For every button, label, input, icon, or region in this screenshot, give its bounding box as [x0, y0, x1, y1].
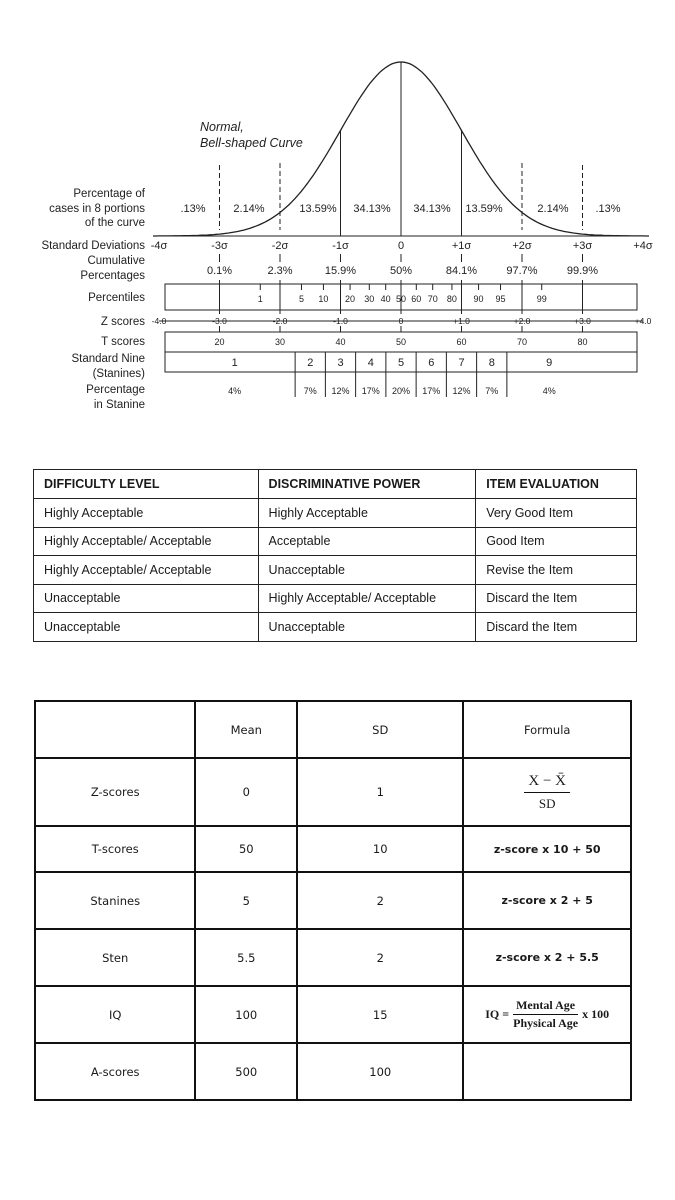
stanine-percentage: 7% — [485, 386, 499, 396]
table-row — [35, 929, 631, 986]
cumulative-percentage: 99.9% — [566, 265, 599, 277]
cumulative-percentage: 0.1% — [206, 265, 233, 277]
std-dev-label: +2σ — [512, 240, 532, 252]
cumulative-percentage: 2.3% — [267, 265, 293, 277]
row-label-t-scores: T scores — [101, 336, 145, 348]
scale-name: T-scores — [35, 826, 195, 872]
std-dev-label: +3σ — [572, 240, 593, 252]
table-row — [34, 499, 637, 528]
t-score-value: 60 — [456, 337, 467, 347]
std-dev-label: 0 — [397, 240, 405, 252]
discrimination-cell: Unacceptable — [258, 613, 476, 642]
t-score-value: 40 — [335, 337, 346, 347]
stanine-number: 4 — [367, 357, 374, 369]
header-empty — [35, 701, 195, 758]
t-score-value: 20 — [214, 337, 225, 347]
percentile-value: 60 — [411, 294, 422, 304]
difficulty-cell: Highly Acceptable — [34, 499, 259, 528]
case-percentage: 13.59% — [465, 203, 503, 215]
formula-cell: z-score x 2 + 5 — [463, 872, 631, 929]
mean-cell: 5.5 — [195, 929, 297, 986]
std-dev-label: -2σ — [271, 240, 289, 252]
row-label-stanine-percentage: Percentage — [86, 384, 145, 396]
table-row — [34, 527, 637, 556]
header-difficulty-level: DIFFICULTY LEVEL — [34, 470, 259, 499]
percentile-value: 90 — [473, 294, 484, 304]
score-scales-table — [34, 700, 632, 1101]
std-dev-label: +4σ — [633, 240, 653, 252]
row-label-percentage-cases: Percentage of — [73, 188, 145, 200]
evaluation-cell: Very Good Item — [476, 499, 637, 528]
stanine-number: 9 — [546, 357, 553, 369]
case-percentage: 2.14% — [537, 203, 569, 215]
normal-curve-diagram — [0, 0, 675, 420]
table-row — [35, 986, 631, 1043]
mean-cell: 5 — [195, 872, 297, 929]
percentile-value: 99 — [536, 294, 547, 304]
case-percentage: 2.14% — [233, 203, 265, 215]
percentile-value: 20 — [345, 294, 356, 304]
formula-cell — [463, 1043, 631, 1100]
table-row — [34, 613, 637, 642]
std-dev-label: +1σ — [451, 240, 472, 252]
scale-name: IQ — [35, 986, 195, 1043]
discrimination-cell: Acceptable — [258, 527, 476, 556]
sd-cell: 15 — [297, 986, 463, 1043]
formula-numerator: X − X̄ — [524, 773, 570, 793]
table-header-row — [34, 470, 637, 499]
row-label-percentage-cases: cases in 8 portions — [49, 203, 145, 215]
stanine-number: 5 — [397, 357, 405, 369]
scale-name: Z-scores — [35, 758, 195, 826]
stanine-percentage: 4% — [228, 386, 242, 396]
row-label-z-scores: Z scores — [100, 316, 145, 328]
row-label-percentage-cases: of the curve — [84, 217, 145, 229]
evaluation-cell: Revise the Item — [476, 556, 637, 585]
mean-cell: 100 — [195, 986, 297, 1043]
table-row — [35, 1043, 631, 1100]
evaluation-cell: Discard the Item — [476, 584, 637, 613]
stanine-percentage: 12% — [331, 386, 350, 396]
stanine-number: 6 — [428, 357, 435, 369]
std-dev-label: -4σ — [150, 240, 168, 252]
row-label-stanine-percentage: in Stanine — [93, 399, 145, 411]
stanine-percentage: 7% — [303, 386, 317, 396]
scale-name: Stanines — [35, 872, 195, 929]
std-dev-label: -3σ — [211, 240, 228, 252]
cumulative-percentage: 50% — [389, 265, 413, 277]
mean-cell: 500 — [195, 1043, 297, 1100]
stanine-percentage: 4% — [542, 386, 556, 396]
discrimination-cell: Highly Acceptable — [258, 499, 476, 528]
stanine-number: 7 — [458, 357, 465, 369]
difficulty-cell: Highly Acceptable/ Acceptable — [34, 556, 259, 585]
stanine-percentage: 12% — [452, 386, 471, 396]
row-label-std-dev: Standard Deviations — [41, 240, 145, 252]
cumulative-percentage: 15.9% — [324, 265, 357, 277]
mean-cell: 50 — [195, 826, 297, 872]
row-label-percentiles: Percentiles — [88, 292, 145, 304]
formula-cell: z-score x 2 + 5.5 — [463, 929, 631, 986]
item-evaluation-table — [33, 469, 637, 642]
z-score-value: +4.0 — [634, 316, 652, 326]
percentile-value: 1 — [257, 294, 263, 304]
curve-title-line2: Bell-shaped Curve — [200, 136, 303, 150]
z-score-value: -3.0 — [212, 316, 227, 326]
formula-cell: z-score x 10 + 50 — [463, 826, 631, 872]
sd-cell: 2 — [297, 872, 463, 929]
header-sd: SD — [297, 701, 463, 758]
difficulty-cell: Highly Acceptable/ Acceptable — [34, 527, 259, 556]
scale-name: Sten — [35, 929, 195, 986]
percentile-value: 40 — [380, 294, 391, 304]
z-score-value: +3.0 — [574, 316, 591, 326]
discrimination-cell: Unacceptable — [258, 556, 476, 585]
sd-cell: 1 — [297, 758, 463, 826]
formula-cell — [463, 758, 631, 826]
t-score-value: 50 — [395, 337, 407, 347]
t-score-value: 70 — [516, 337, 528, 347]
table-row — [35, 826, 631, 872]
row-label-stanines: (Stanines) — [92, 368, 145, 380]
iq-suffix: x 100 — [582, 1007, 610, 1021]
scale-name: A-scores — [35, 1043, 195, 1100]
stanine-number: 2 — [307, 357, 314, 369]
row-label-cumulative: Percentages — [80, 270, 145, 282]
table-row — [35, 872, 631, 929]
row-label-cumulative: Cumulative — [87, 255, 145, 267]
table-row — [35, 758, 631, 826]
case-percentage: 13.59% — [299, 203, 337, 215]
discrimination-cell: Highly Acceptable/ Acceptable — [258, 584, 476, 613]
table-row — [34, 584, 637, 613]
stanine-percentage: 17% — [422, 386, 441, 396]
evaluation-cell: Good Item — [476, 527, 637, 556]
row-label-stanines: Standard Nine — [71, 353, 145, 365]
sd-cell: 10 — [297, 826, 463, 872]
header-formula: Formula — [463, 701, 631, 758]
curve-title-line1: Normal, — [200, 120, 244, 134]
std-dev-label: -1σ — [332, 240, 349, 252]
table-row — [34, 556, 637, 585]
iq-formula — [485, 998, 609, 1031]
case-percentage: .13% — [595, 203, 621, 215]
z-score-value: -1.0 — [333, 316, 348, 326]
formula-denominator: SD — [538, 795, 556, 811]
percentile-value: 10 — [318, 294, 329, 304]
sd-cell: 2 — [297, 929, 463, 986]
z-score-value: +2.0 — [513, 316, 531, 326]
stanine-number: 8 — [488, 357, 495, 369]
percentile-value: 5 — [298, 294, 304, 304]
table-header-row — [35, 701, 631, 758]
percentile-value: 95 — [495, 294, 506, 304]
stanine-percentage: 17% — [361, 386, 380, 396]
z-score-formula — [524, 773, 570, 812]
cumulative-percentage: 84.1% — [445, 265, 478, 277]
sd-cell: 100 — [297, 1043, 463, 1100]
mean-cell: 0 — [195, 758, 297, 826]
z-score-value: +1.0 — [453, 316, 470, 326]
t-score-value: 30 — [274, 337, 286, 347]
difficulty-cell: Unacceptable — [34, 584, 259, 613]
t-score-value: 80 — [577, 337, 588, 347]
header-mean: Mean — [195, 701, 297, 758]
header-item-evaluation: ITEM EVALUATION — [476, 470, 637, 499]
stanine-number: 3 — [337, 357, 344, 369]
iq-denominator: Physical Age — [513, 1016, 579, 1030]
header-discriminative-power: DISCRIMINATIVE POWER — [258, 470, 476, 499]
percentile-value: 50 — [395, 294, 407, 304]
stanine-percentage: 20% — [391, 386, 411, 396]
difficulty-cell: Unacceptable — [34, 613, 259, 642]
iq-prefix: IQ = — [485, 1007, 510, 1021]
case-percentage: 34.13% — [353, 203, 391, 215]
z-score-value: -2.0 — [272, 316, 288, 326]
case-percentage: .13% — [180, 203, 206, 215]
evaluation-cell: Discard the Item — [476, 613, 637, 642]
stanine-number: 1 — [231, 357, 238, 369]
iq-numerator: Mental Age — [513, 998, 578, 1015]
z-score-value: -4.0 — [151, 316, 167, 326]
percentile-value: 30 — [364, 294, 375, 304]
cumulative-percentage: 97.7% — [506, 265, 538, 277]
percentile-value: 70 — [427, 294, 438, 304]
z-score-value: 0 — [398, 316, 404, 326]
formula-cell — [463, 986, 631, 1043]
case-percentage: 34.13% — [413, 203, 451, 215]
percentile-value: 80 — [446, 294, 457, 304]
